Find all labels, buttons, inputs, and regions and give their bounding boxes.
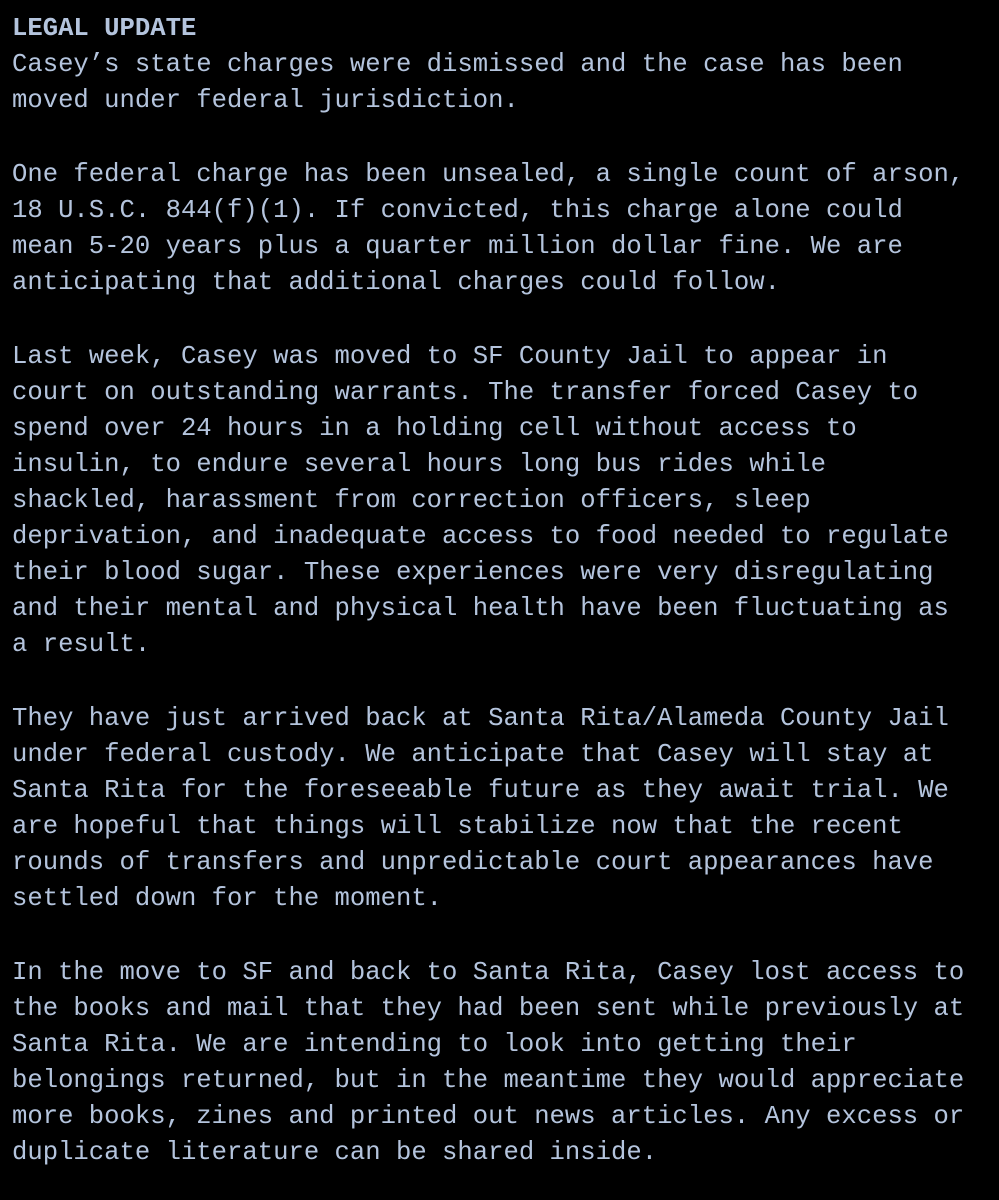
- paragraph-3-line-3: spend over 24 hours in a holding cell without access to: [12, 414, 857, 443]
- paragraph-4-line-2: under federal custody. We anticipate that Casey will stay at: [12, 740, 934, 769]
- paragraph-3-line-2: court on outstanding warrants. The transfer forced Casey to: [12, 378, 919, 407]
- paragraph-4-line-5: rounds of transfers and unpredictable court appearances have: [12, 848, 934, 877]
- paragraph-2-line-2: 18 U.S.C. 844(f)(1). If convicted, this charge alone could: [12, 196, 903, 225]
- paragraph-4-line-4: are hopeful that things will stabilize now that the recent: [12, 812, 903, 841]
- paragraph-3-line-7: their blood sugar. These experiences were very disregulating: [12, 558, 934, 587]
- paragraph-1-line-1: Casey’s state charges were dismissed and the case has been: [12, 50, 903, 79]
- paragraph-1-line-2: moved under federal jurisdiction.: [12, 86, 519, 115]
- paragraph-3-line-9: a result.: [12, 630, 151, 659]
- paragraph-3-line-5: shackled, harassment from correction officers, sleep: [12, 486, 811, 515]
- paragraph-2-line-4: anticipating that additional charges could follow.: [12, 268, 780, 297]
- paragraph-4-line-1: They have just arrived back at Santa Rita/Alameda County Jail: [12, 704, 949, 733]
- paragraph-3-line-8: and their mental and physical health have been fluctuating as: [12, 594, 949, 623]
- paragraph-5-line-1: In the move to SF and back to Santa Rita, Casey lost access to: [12, 958, 965, 987]
- paragraph-2-line-1: One federal charge has been unsealed, a single count of arson,: [12, 160, 965, 189]
- document-heading: LEGAL UPDATE: [12, 14, 197, 43]
- paragraph-4-line-6: settled down for the moment.: [12, 884, 443, 913]
- paragraph-2-line-3: mean 5-20 years plus a quarter million dollar fine. We are: [12, 232, 903, 261]
- paragraph-4-line-3: Santa Rita for the foreseeable future as they await trial. We: [12, 776, 949, 805]
- paragraph-3-line-1: Last week, Casey was moved to SF County Jail to appear in: [12, 342, 888, 371]
- paragraph-5-line-4: belongings returned, but in the meantime they would appreciate: [12, 1066, 965, 1095]
- paragraph-5-line-2: the books and mail that they had been sent while previously at: [12, 994, 965, 1023]
- paragraph-3-line-4: insulin, to endure several hours long bus rides while: [12, 450, 827, 479]
- paragraph-5-line-6: duplicate literature can be shared inside.: [12, 1138, 658, 1167]
- paragraph-5-line-3: Santa Rita. We are intending to look into getting their: [12, 1030, 857, 1059]
- paragraph-5-line-5: more books, zines and printed out news articles. Any excess or: [12, 1102, 965, 1131]
- paragraph-3-line-6: deprivation, and inadequate access to food needed to regulate: [12, 522, 949, 551]
